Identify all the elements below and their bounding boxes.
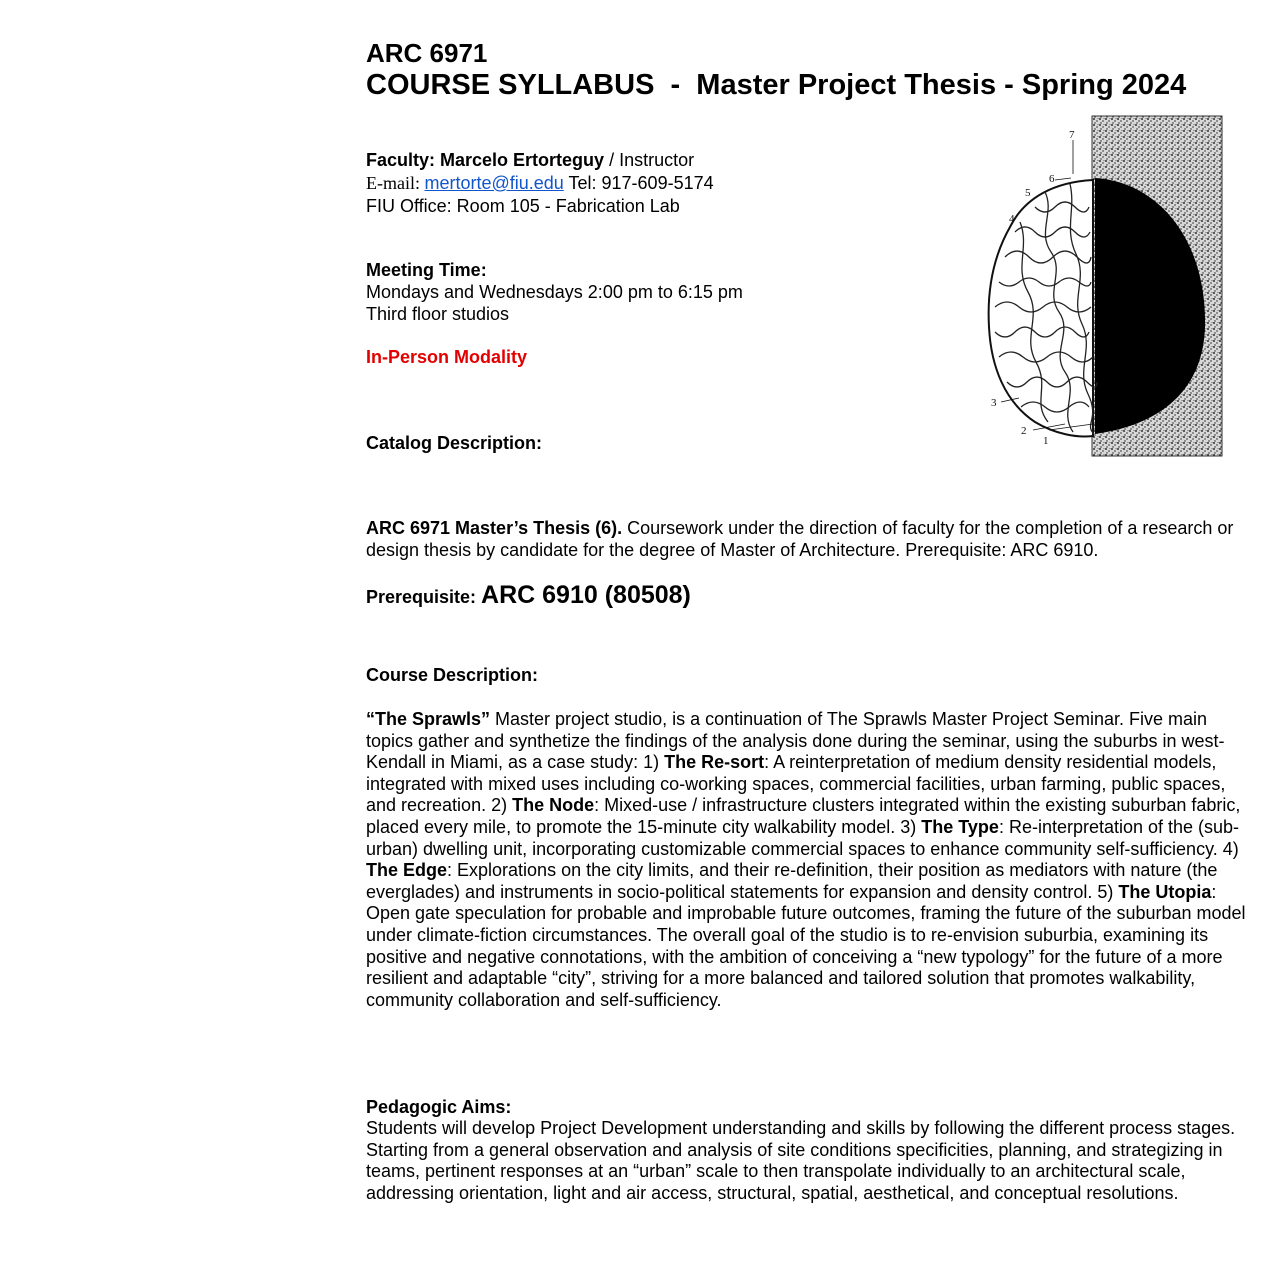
catalog-body: Coursework under the direction of faculty for the completion of a research or design thesis by candidate for the degree of Master of Architecture. Prerequisite: ARC 6910. <box>366 518 1234 560</box>
edge-bold: The Edge <box>366 860 448 881</box>
course-text-5: : Explorations on the city limits, and their re-definition, their position as mediators with nature (the everglades) and instruments in socio-political statements for expansion and density control. 5) <box>366 860 1218 902</box>
prerequisite-label: Prerequisite: <box>366 587 482 607</box>
course-text-2: : A reinterpretation of medium density residential models, integrated with mixed uses including co-working spaces, commercial facilities, urban farming, public spaces, and recreation. 2) <box>366 752 1226 816</box>
course-description-heading: Course Description: <box>366 665 539 685</box>
meeting-days: Mondays and Wednesdays 2:00 pm to 6:15 pm <box>366 282 743 302</box>
type-bold: The Type <box>921 816 999 837</box>
email-link[interactable]: mertorte@fiu.edu <box>424 173 564 193</box>
course-text-6: : Open gate speculation for probable and improbable future outcomes, framing the future of the suburban model under climate-fiction circumstances. The overall goal of the studio is to re-envision suburbia, examining its positive and negative connotations, with the ambition of conceiving a “new typology” for the future of a more resilient and adaptable “city”, striving for a more balanced and tailored solution that promotes walkability, community collaboration and self-sufficiency. <box>366 881 1246 1010</box>
label-3: 3 <box>991 397 997 409</box>
node-bold: The Node <box>512 795 595 816</box>
catalog-lead: ARC 6971 Master’s Thesis (6). <box>366 518 623 538</box>
label-5: 5 <box>1025 187 1031 199</box>
resort-bold: The Re-sort <box>664 752 765 773</box>
prerequisite-value: ARC 6910 (80508) <box>481 581 691 609</box>
label-2: 2 <box>1021 425 1027 437</box>
course-text-3: : Mixed-use / infrastructure clusters integrated within the existing suburban fabric, placed every mile, to promote the 15-minute city walkability model. 3) <box>366 795 1241 837</box>
office-text: FIU Office: Room 105 - Fabrication Lab <box>366 196 680 216</box>
faculty-role: / Instructor <box>604 150 695 170</box>
course-description-text <box>366 709 1246 1011</box>
phone-text: Tel: 917-609-5174 <box>563 173 714 193</box>
catalog-text <box>366 518 1246 561</box>
email-label: E-mail: <box>366 173 425 193</box>
meeting-location: Third floor studios <box>366 304 510 324</box>
pedagogic-text: Students will develop Project Development understanding and skills by following the different process stages. Starting from a general observation and analysis of site conditions specificities, planning, and strategizing in teams, pertinent responses at an “urban” scale to then transpolate individually to an architectural scale, addressing orientation, light and air access, structural, spatial, aesthetical, and conceptual resolutions. <box>366 1118 1236 1203</box>
course-code: ARC 6971 <box>366 38 488 68</box>
label-1: 1 <box>1043 435 1049 447</box>
faculty-name: Faculty: Marcelo Ertorteguy <box>366 150 605 170</box>
faculty-block <box>366 149 714 218</box>
label-7: 7 <box>1069 129 1075 141</box>
catalog-heading: Catalog Description: <box>366 433 543 453</box>
page-title: COURSE SYLLABUS - Master Project Thesis - Spring 2024 <box>366 69 1187 101</box>
meeting-block <box>366 259 743 325</box>
label-4: 4 <box>1009 213 1015 225</box>
brain-illustration <box>985 112 1225 460</box>
course-text-4: : Re-interpretation of the (sub-urban) dwelling unit, incorporating customizable commercial spaces to enhance community self-sufficiency. 4) <box>366 816 1240 859</box>
modality-label: In-Person Modality <box>366 347 528 367</box>
prerequisite-line <box>366 581 691 609</box>
pedagogic-heading: Pedagogic Aims: <box>366 1097 512 1117</box>
meeting-heading: Meeting Time: <box>366 260 487 280</box>
utopia-bold: The Utopia <box>1118 881 1212 902</box>
sprawls-bold: “The Sprawls” <box>366 709 491 729</box>
label-6: 6 <box>1049 173 1055 185</box>
course-text-1: Master project studio, is a continuation of The Sprawls Master Project Seminar. Five main topics gather and synthetize the findings of the analysis done during the seminar, using the suburbs in west-Kendall in Miami, as a case study: 1) <box>366 709 1225 773</box>
